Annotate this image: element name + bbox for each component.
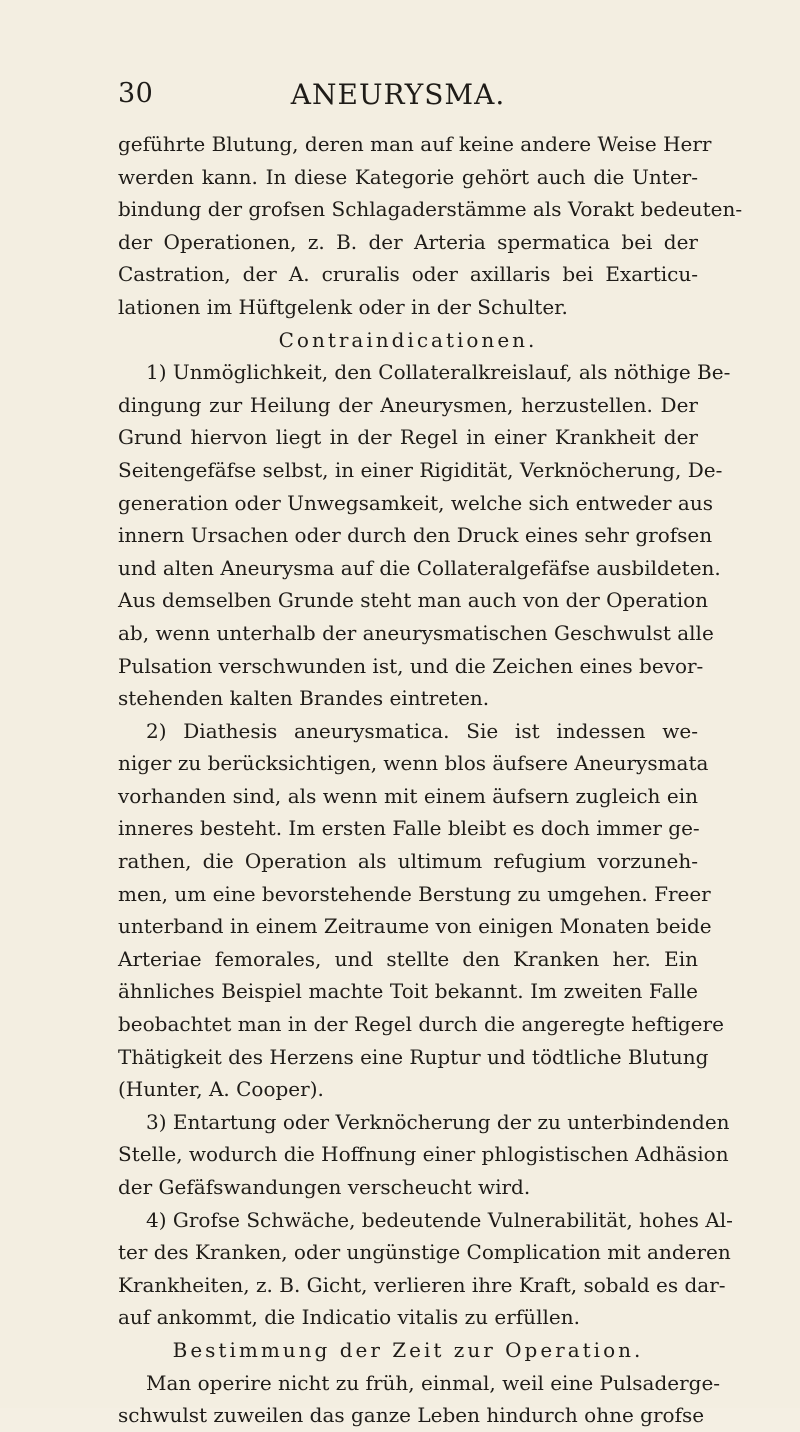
text-line: und alten Aneurysma auf die Collateralgefäfse ausbildeten. (118, 555, 721, 580)
text-line: Man operire nicht zu früh, einmal, weil eine Pulsaderge- (146, 1370, 721, 1395)
text-line: rathen, die Operation als ultimum refugium vorzuneh- (118, 849, 698, 874)
text-line: Seitengefäfse selbst, in einer Rigidität, Verknöcherung, De- (118, 457, 723, 482)
text-line: der Operationen, z. B. der Arteria spermatica bei der (118, 229, 698, 254)
text-line: ter des Kranken, oder ungünstige Complication mit anderen (118, 1240, 731, 1265)
text-line: Thätigkeit des Herzens eine Ruptur und tödtliche Blutung (118, 1044, 709, 1069)
running-title: ANEURYSMA. (290, 78, 506, 111)
text-line: ähnliches Beispiel machte Toit bekannt. Im zweiten Falle (118, 979, 698, 1004)
text-line: (Hunter, A. Cooper). (118, 1077, 324, 1102)
text-line: auf ankommt, die Indicatio vitalis zu erfüllen. (118, 1305, 580, 1330)
text-line: der Gefäfswandungen verscheucht wird. (118, 1175, 531, 1199)
text-line: werden kann. In diese Kategorie gehört auch die Unter- (118, 164, 698, 189)
page-number: 30 (118, 78, 154, 109)
body-text (118, 128, 743, 1432)
section-heading: Bestimmung der Zeit zur Operation. (172, 1337, 644, 1362)
text-line: 1) Unmöglichkeit, den Collateralkreislauf, als nöthige Be- (146, 360, 731, 385)
text-line: stehenden kalten Brandes eintreten. (118, 686, 490, 711)
section-heading: Contraindicationen. (278, 327, 538, 352)
text-line: generation oder Unwegsamkeit, welche sich entweder aus (118, 490, 713, 515)
text-line: Arteriae femorales, und stellte den Kranken her. Ein (118, 946, 698, 971)
text-line: geführte Blutung, deren man auf keine andere Weise Herr (118, 132, 712, 156)
text-line: vorhanden sind, als wenn mit einem äufsern zugleich ein (118, 783, 698, 808)
text-line: men, um eine bevorstehende Berstung zu umgehen. Freer (118, 881, 711, 906)
text-line: innern Ursachen oder durch den Druck eines sehr grofsen (118, 523, 713, 548)
text-line: bindung der grofsen Schlagaderstämme als Vorakt bedeuten- (118, 197, 743, 222)
text-line: dingung zur Heilung der Aneurysmen, herzustellen. Der (118, 392, 698, 417)
text-line: Castration, der A. cruralis oder axillaris bei Exarticu- (118, 262, 698, 287)
text-line: 4) Grofse Schwäche, bedeutende Vulnerabilität, hohes Al- (146, 1207, 733, 1232)
text-line: Pulsation verschwunden ist, und die Zeichen eines bevor- (118, 653, 704, 678)
text-line: 3) Entartung oder Verknöcherung der zu unterbindenden (146, 1109, 730, 1134)
text-line: beobachtet man in der Regel durch die angeregte heftigere (118, 1012, 724, 1037)
text-line: niger zu berücksichtigen, wenn blos äufsere Aneurysmata (118, 751, 709, 776)
text-line: Stelle, wodurch die Hoffnung einer phlogistischen Adhäsion (118, 1142, 729, 1167)
text-line: 2) Diathesis aneurysmatica. Sie ist indessen we- (146, 718, 698, 743)
text-line: inneres besteht. Im ersten Falle bleibt es doch immer ge- (118, 816, 700, 841)
page-header (118, 78, 678, 118)
text-line: Aus demselben Grunde steht man auch von der Operation (118, 588, 709, 613)
text-line: ab, wenn unterhalb der aneurysmatischen Geschwulst alle (118, 620, 714, 645)
text-line: lationen im Hüftgelenk oder in der Schulter. (118, 294, 568, 319)
text-line: Grund hiervon liegt in der Regel in einer Krankheit der (118, 425, 698, 450)
text-line: schwulst zuweilen das ganze Leben hindurch ohne grofse (118, 1403, 705, 1428)
text-line: Krankheiten, z. B. Gicht, verlieren ihre Kraft, sobald es dar- (118, 1272, 726, 1297)
text-line: unterband in einem Zeitraume von einigen Monaten beide (118, 914, 712, 939)
